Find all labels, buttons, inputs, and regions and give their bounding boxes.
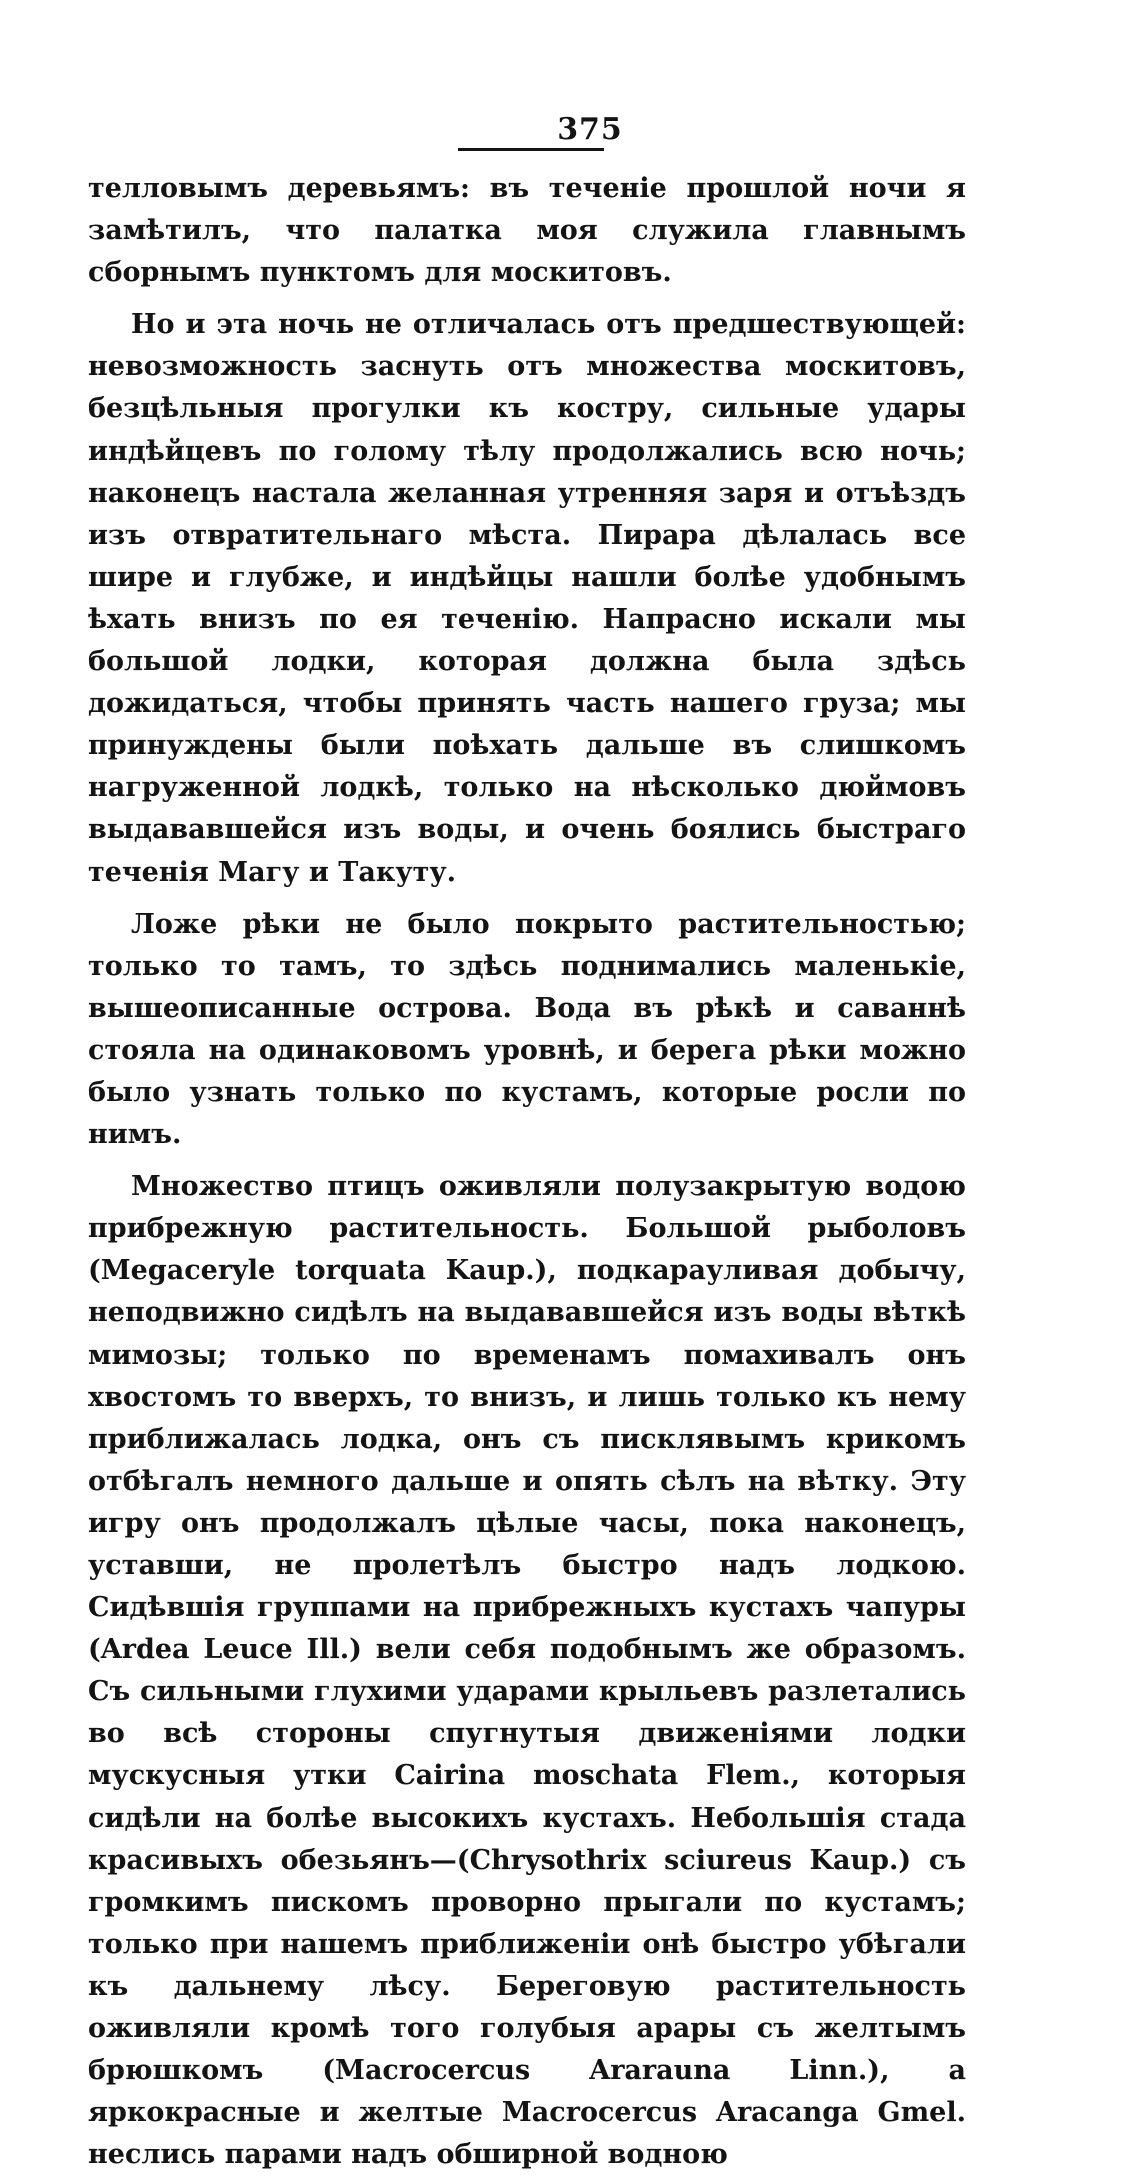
paragraph-1: телловымъ деревьямъ: въ теченіе прошлой ночи я замѣтилъ, что палатка моя служила главнымъ сборнымъ пунктомъ для москитовъ.	[88, 173, 966, 289]
paragraph-3: Ложе рѣки не было покрыто растительностью; только то тамъ, то здѣсь поднимались маленькіе, вышеописанные острова. Вода въ рѣкѣ и саваннѣ стояла на одинаковомъ уровнѣ, и берега рѣки можно было узнать только по кустамъ, которые росли по нимъ.	[88, 908, 966, 1151]
paragraph-2: Но и эта ночь не отличалась отъ предшествующей: невозможность заснуть отъ множества москитовъ, безцѣльныя прогулки къ костру, сильные удары индѣйцевъ по голому тѣлу продолжались всю ночь; наконецъ настала желанная утренняя заря и отъѣздъ изъ отвратительнаго мѣста. Пирара дѣлалась все шире и глубже, и индѣйцы нашли болѣе удобнымъ ѣхать внизъ по ея теченію. Напрасно искали мы большой лодки, которая должна была здѣсь дожидаться, чтобы принять часть нашего груза; мы принуждены были поѣхать дальше въ слишкомъ нагруженной лодкѣ, только на нѣсколько дюймовъ выдававшейся изъ воды, и очень боялись быстраго теченія Магу и Такуту.	[88, 309, 966, 888]
header-rule	[458, 148, 604, 151]
page-number: 375	[557, 112, 623, 147]
page-header	[0, 112, 1140, 148]
body-text	[88, 168, 966, 2176]
paragraph-4: Множество птицъ оживляли полузакрытую водою прибрежную растительность. Большой рыболовъ (Megaceryle torquata Kaup.), подкарауливая добычу, неподвижно сидѣлъ на выдававшейся изъ воды вѣткѣ мимозы; только по временамъ помахивалъ онъ хвостомъ то вверхъ, то внизъ, и лишь только къ нему приближалась лодка, онъ съ писклявымъ крикомъ отбѣгалъ немного дальше и опять сѣлъ на вѣтку. Эту игру онъ продолжалъ цѣлые часы, пока наконецъ, уставши, не пролетѣлъ быстро надъ лодкою. Сидѣвшія группами на прибрежныхъ кустахъ чапуры (Ardea Leuce Ill.) вели себя подобнымъ же образомъ. Съ сильными глухими ударами крыльевъ разлетались во всѣ стороны спугнутыя движеніями лодки мускусныя утки Cairina moschata Flem., которыя сидѣли на болѣе высокихъ кустахъ. Небольшія стада красивыхъ обезьянъ—(Chrysothrix sciureus Kaup.) съ громкимъ пискомъ проворно прыгали по кустамъ; только при нашемъ приближеніи онѣ быстро убѣгали къ дальнему лѣсу. Береговую растительность оживляли кромѣ того голубыя арары съ желтымъ брюшкомъ (Macrocercus Ararauna Linn.), а яркокрасные и желтые Macrocercus Aracanga Gmel. неслись парами надъ обширной водною	[88, 1171, 966, 2171]
